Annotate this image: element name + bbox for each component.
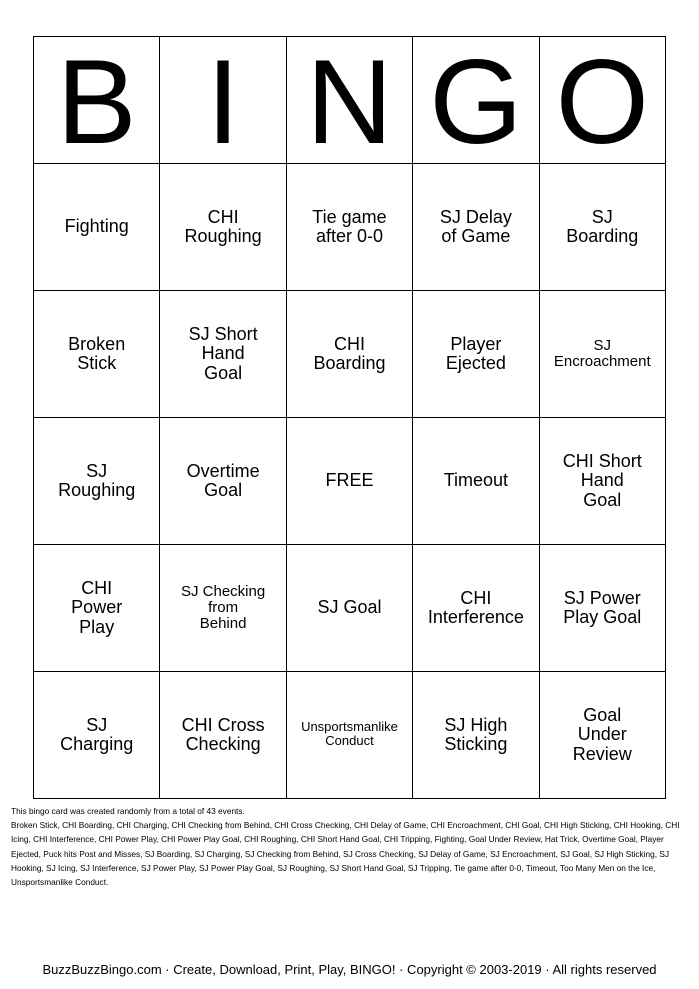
cell-text: Overtime Goal bbox=[186, 460, 260, 500]
cell-text: SJ Encroachment bbox=[553, 336, 651, 370]
header-cell-b bbox=[34, 35, 160, 169]
cell-text: Broken Stick bbox=[68, 333, 126, 373]
bingo-cell bbox=[34, 164, 160, 291]
header-letter: I bbox=[206, 35, 240, 169]
header-letter: G bbox=[429, 35, 523, 169]
event-list-text: Broken Stick, CHI Boarding, CHI Charging, CHI Checking from Behind, CHI Cross Checking, CHI Delay of Game, CHI Encroachment, CHI Goal, CHI High Sticking, CHI Hooking, CHI Icing, CHI Interference, CHI Power Play, CHI Power Play Goal, CHI Roughing, CHI Short Hand Goal, CHI Tripping, Fighting, Goal Under Review, Hat Trick, Overtime Goal, Player Ejected, Puck hits Post and Misses, SJ Boarding, SJ Charging, SJ Checking from Behind, SJ Cross Checking, SJ Delay of Game, SJ Encroachment, SJ Goal, SJ High Sticking, SJ Hooking, SJ Icing, SJ Interference, SJ Power Play, SJ Power Play Goal, SJ Roughing, SJ Short Hand Goal, SJ Tripping, Tie game after 0-0, Timeout, Too Many Men on the Ice, Unsportsmanlike Conduct. bbox=[11, 820, 680, 888]
bingo-cell bbox=[160, 545, 286, 672]
free-space bbox=[286, 418, 412, 545]
bingo-cell bbox=[34, 291, 160, 418]
cell-text: SJ Checking from Behind bbox=[180, 582, 266, 633]
bingo-row-3 bbox=[34, 418, 666, 545]
bingo-cell bbox=[34, 418, 160, 545]
cell-text: CHI Boarding bbox=[313, 333, 386, 373]
cell-text: CHI Interference bbox=[427, 587, 524, 627]
cell-text: Unsportsmanlike Conduct bbox=[301, 719, 398, 749]
cell-text: Tie game after 0-0 bbox=[312, 206, 387, 246]
cell-text: FREE bbox=[325, 470, 374, 491]
bingo-cell bbox=[539, 291, 665, 418]
cell-text: CHI Short Hand Goal bbox=[562, 450, 642, 510]
bingo-row-1 bbox=[34, 164, 666, 291]
bingo-cell bbox=[160, 672, 286, 799]
cell-text: CHI Cross Checking bbox=[181, 714, 265, 754]
bingo-cell bbox=[34, 545, 160, 672]
bingo-cell bbox=[34, 672, 160, 799]
copyright-footer: BuzzBuzzBingo.com · Create, Download, Print, Play, BINGO! · Copyright © 2003-2019 · All rights reserved bbox=[42, 962, 657, 977]
bingo-cell bbox=[413, 545, 539, 672]
cell-text: SJ Short Hand Goal bbox=[188, 323, 258, 383]
header-cell-i bbox=[160, 35, 286, 169]
cell-text: Player Ejected bbox=[445, 333, 506, 373]
cell-text: SJ Boarding bbox=[566, 206, 639, 246]
header-cell-n bbox=[286, 35, 412, 169]
bingo-cell bbox=[286, 164, 412, 291]
bingo-card bbox=[33, 36, 666, 799]
bingo-row-5 bbox=[34, 672, 666, 799]
bingo-cell bbox=[286, 291, 412, 418]
bingo-header-row bbox=[34, 37, 666, 164]
cell-text: SJ Charging bbox=[60, 714, 134, 754]
cell-text: CHI Power Play bbox=[71, 577, 123, 637]
header-letter: O bbox=[555, 35, 649, 169]
cell-text: SJ Power Play Goal bbox=[563, 587, 642, 627]
cell-text: SJ High Sticking bbox=[444, 714, 508, 754]
bingo-cell bbox=[413, 418, 539, 545]
header-letter: N bbox=[306, 35, 393, 169]
bingo-cell bbox=[286, 672, 412, 799]
cell-text: Timeout bbox=[443, 470, 509, 491]
bingo-cell bbox=[539, 164, 665, 291]
bingo-row-2 bbox=[34, 291, 666, 418]
bingo-cell bbox=[539, 672, 665, 799]
bingo-cell bbox=[413, 291, 539, 418]
cell-text: SJ Goal bbox=[317, 597, 382, 618]
event-list-note bbox=[11, 804, 691, 889]
bingo-cell bbox=[413, 672, 539, 799]
bingo-cell bbox=[539, 418, 665, 545]
bingo-row-4 bbox=[34, 545, 666, 672]
bingo-cell bbox=[160, 164, 286, 291]
cell-text: Goal Under Review bbox=[572, 704, 632, 764]
cell-text: SJ Delay of Game bbox=[439, 206, 512, 246]
header-cell-o bbox=[539, 35, 665, 169]
event-count-text: This bingo card was created randomly from a total of 43 events. bbox=[11, 806, 245, 816]
header-letter: B bbox=[56, 35, 137, 169]
header-cell-g bbox=[413, 35, 539, 169]
bingo-cell bbox=[413, 164, 539, 291]
cell-text: Fighting bbox=[64, 216, 129, 237]
bingo-cell bbox=[539, 545, 665, 672]
cell-text: CHI Roughing bbox=[184, 206, 262, 246]
cell-text: SJ Roughing bbox=[58, 460, 136, 500]
bingo-cell bbox=[160, 418, 286, 545]
bingo-cell bbox=[160, 291, 286, 418]
bingo-cell bbox=[286, 545, 412, 672]
